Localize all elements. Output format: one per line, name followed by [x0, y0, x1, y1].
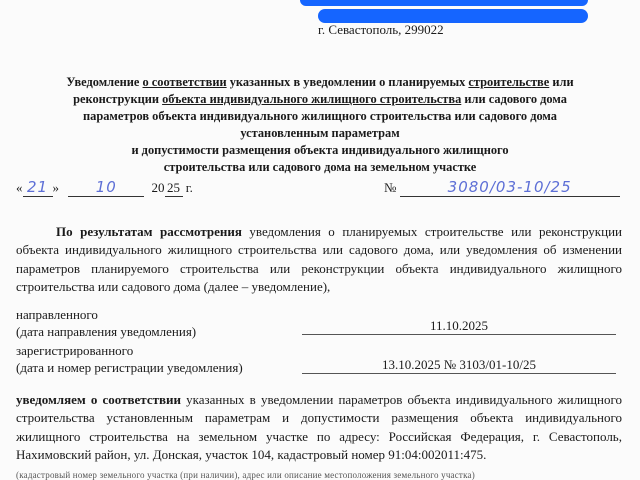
- number-value: 3080/03-10/25: [400, 178, 620, 197]
- registered-label: зарегистрированного (дата и номер регистрации уведомления): [16, 343, 243, 375]
- paragraph-notify: уведомляем о соответствии указанных в уведомлении параметров объекта индивидуального жилищного строительства установленным параметрам и допустимости размещения объекта индивидуального жилищного строительства на земельном участке по адресу: Российская Федерация, г. Севастополь, Нахимовский район, ул. Донская, участок 104, кадастровый номер 91:04:002011:475.: [16, 392, 622, 463]
- title-line-1: Уведомление о соответствии указанных в уведомлении о планируемых строительстве или: [66, 75, 574, 89]
- city-postcode: г. Севастополь, 299022: [318, 22, 444, 37]
- title-line-3: параметров объекта индивидуального жилищного строительства или садового дома: [83, 109, 557, 123]
- redaction-bar: [318, 9, 588, 23]
- title-line-2: реконструкции объекта индивидуального жилищного строительства или садового дома: [73, 92, 567, 106]
- title-line-6: строительства или садового дома на земельном участке: [163, 160, 477, 174]
- footnote-cut: (кадастровый номер земельного участка (при наличии), адрес или описание местоположения земельного участка): [16, 470, 475, 480]
- date-day: 21: [23, 178, 53, 197]
- title-line-5: и допустимости размещения объекта индивидуального жилищного: [131, 143, 509, 157]
- sent-label: направленного (дата направления уведомления): [16, 307, 197, 339]
- date-month: 10: [68, 178, 144, 197]
- date-year: 25: [165, 180, 183, 197]
- document-number: № 3080/03-10/25: [384, 178, 620, 197]
- registration-value: 13.10.2025 № 3103/01-10/25: [302, 357, 616, 374]
- document-title: [0, 74, 640, 176]
- title-line-4: установленным параметрам: [240, 126, 400, 140]
- redaction-bar: [300, 0, 588, 6]
- issue-date: « 21 » 10 20 25 г.: [16, 178, 193, 196]
- paragraph-review: По результатам рассмотрения уведомления о планируемых строительстве или реконструкции объекта индивидуального жилищного строительства или садового дома, или уведомления об изменении параметров планируемого строительства или реконструкции объекта индивидуального жилищного строительства или садового дома (далее – уведомление),: [16, 224, 622, 295]
- sent-date-value: 11.10.2025: [302, 318, 616, 335]
